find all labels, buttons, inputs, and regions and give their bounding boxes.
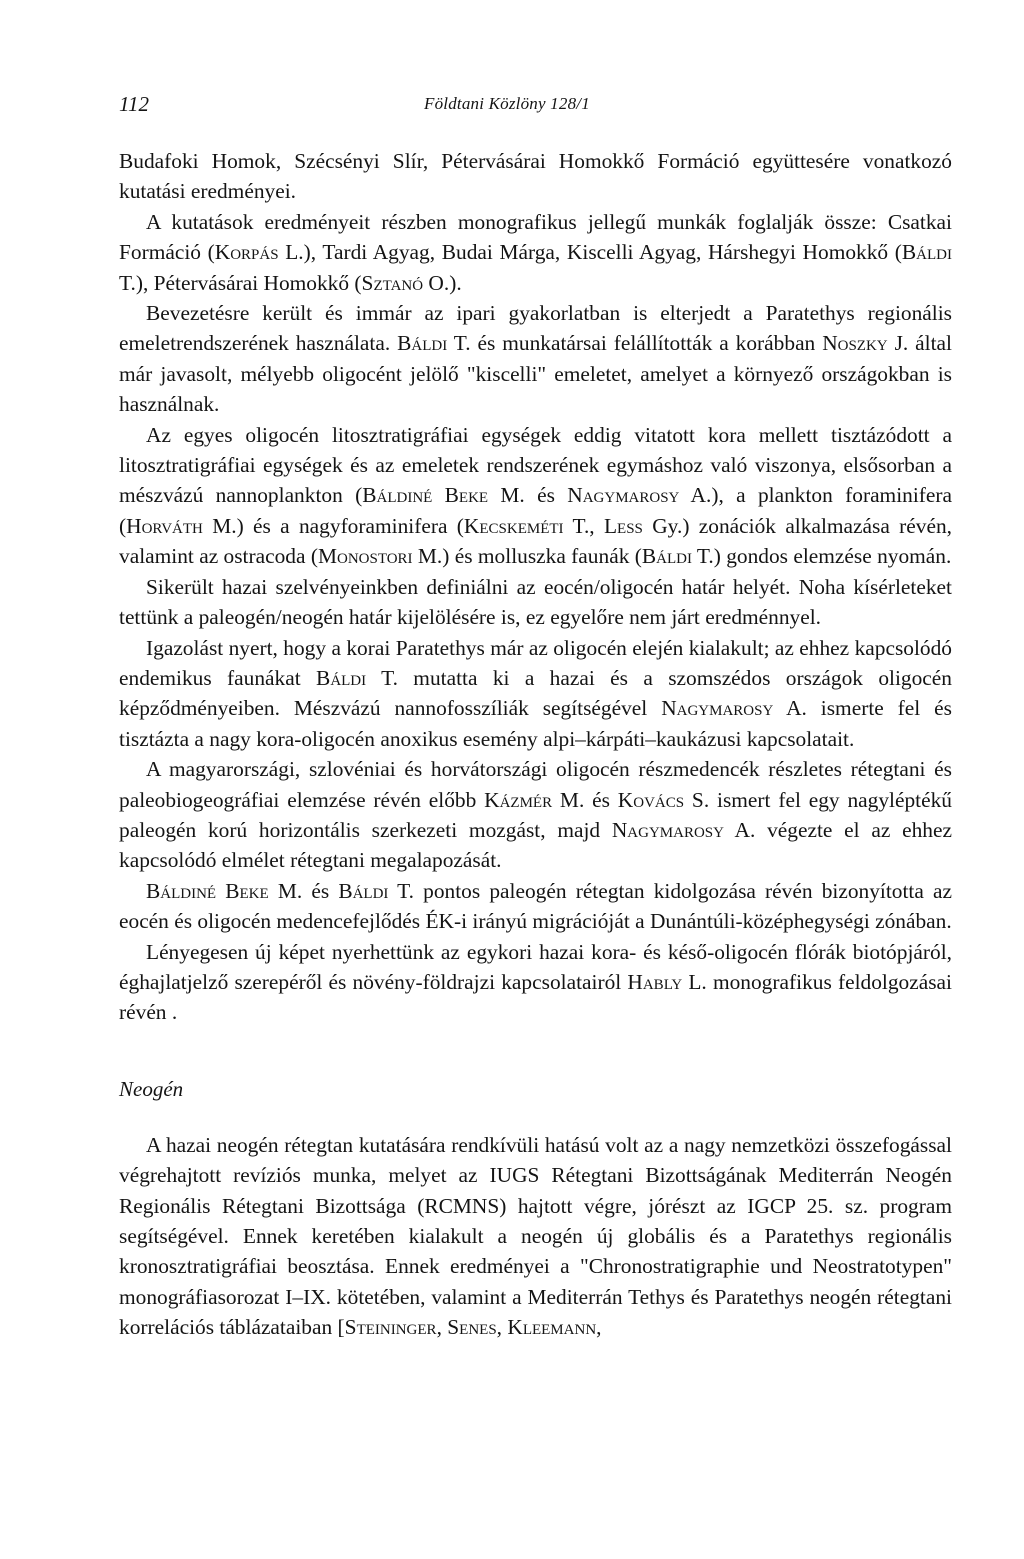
paragraph-4: Az egyes oligocén litosztratigráfiai egységek eddig vitatott kora mellett tisztázódott a litosztratigráfiai egységek és az emeletek rendszerének egymáshoz való viszonya, elsősorban a mészvázú nannoplankton (Báldiné Beke M. és Nagymarosy A.), a plankton foraminifera (Horváth M.) és a nagyforaminifera (Kecskeméti T., Less Gy.) zonációk alkalmazása révén, valamint az ostracoda (Monostori M.) és molluszka faunák (Báldi T.) gondos elemzése nyomán. bbox=[119, 422, 953, 569]
page-number: 112 bbox=[119, 92, 149, 116]
document-page bbox=[119, 92, 952, 1343]
author-name: Sztanó bbox=[361, 270, 424, 295]
author-name: Báldi bbox=[338, 878, 389, 903]
author-name: Báldi bbox=[397, 331, 448, 356]
author-name: Monostori bbox=[317, 544, 413, 569]
running-header bbox=[119, 92, 952, 122]
paragraph-6: Igazolást nyert, hogy a korai Paratethys már az oligocén elején kialakult; az ehhez kapcsolódó endemikus faunákat Báldi T. mutatta ki a hazai és a szomszédos országok oligocén képződményeiben. Mészvázú nannofosszíliák segítségével Nagymarosy A. ismerte fel és tisztázta a nagy kora-oligocén anoxikus esemény alpi–kárpáti–kaukázusi kapcsolatait. bbox=[119, 635, 952, 751]
paragraph-8: Báldiné Beke M. és Báldi T. pontos paleogén rétegtan kidolgozása révén bizonyította az eocén és oligocén medencefejlődés ÉK-i irányú migrációját a Dunántúli-középhegységi zónában. bbox=[119, 878, 953, 934]
author-name: Báldiné Beke bbox=[146, 878, 269, 903]
paragraph-7: A magyarországi, szlovéniai és horvátországi oligocén részmedencék részletes rétegtani és paleobiogeográfiai elemzése révén előbb Kázmér M. és Kovács S. ismert fel egy nagyléptékű paleogén korú horizontális szerkezeti mozgást, majd Nagymarosy A. végezte el az ehhez kapcsolódó elmélet rétegtani megalapozását. bbox=[119, 757, 952, 873]
author-name: Horváth bbox=[126, 513, 203, 538]
author-name: Báldiné Beke bbox=[362, 483, 489, 508]
paragraph-3: Bevezetésre került és immár az ipari gyakorlatban is elterjedt a Paratethys regionális emeletrendszerének használata. Báldi T. és munkatársai felállították a korábban Noszky J. által már javasolt, mélyebb oligocént jelölő "kiscelli" emeletet, amelyet a környező országokban is használnak. bbox=[119, 301, 952, 417]
section-heading: Neogén bbox=[119, 1076, 184, 1101]
author-name: Korpás bbox=[214, 240, 279, 265]
paragraph-5: Sikerült hazai szelvényeinkben definiálni az eocén/oligocén határ helyét. Noha kísérleteket tettünk a paleogén/neogén határ kijelölésére is, ez egyelőre nem járt eredménnyel. bbox=[119, 574, 952, 630]
author-name: Kovács bbox=[617, 787, 685, 812]
paragraph-9: Lényegesen új képet nyerhettünk az egykori hazai kora- és késő-oligocén flórák biotópjáról, éghajlatjelző szerepéről és növény-földrajzi kapcsolatairól Hably L. monografikus feldolgozásai révén . bbox=[119, 939, 952, 1025]
author-name: Kleemann bbox=[507, 1315, 597, 1340]
author-name: Steininger bbox=[344, 1315, 437, 1340]
author-name: Nagymarosy bbox=[611, 817, 724, 842]
author-name: Báldi bbox=[316, 665, 367, 690]
paragraph-1: Budafoki Homok, Szécsényi Slír, Pétervásárai Homokkő Formáció együttesére vonatkozó kutatási eredményei. bbox=[119, 149, 952, 204]
journal-title: Földtani Közlöny 128/1 bbox=[424, 94, 590, 113]
author-name: Noszky bbox=[822, 331, 888, 356]
author-name: Nagymarosy bbox=[567, 483, 680, 508]
author-name: Báldi bbox=[641, 544, 692, 569]
author-name: Hably bbox=[627, 969, 683, 994]
author-name: Senes bbox=[447, 1315, 497, 1340]
section-paragraph-1: A hazai neogén rétegtan kutatására rendkívüli hatású volt az a nagy nemzetközi összefogással végrehajtott revíziós munka, melyet az IUGS Rétegtani Bizottságának Mediterrán Neogén Regionális Rétegtani Bizottsága (RCMNS) hajtott végre, jórészt az IGCP 25. sz. program segítségével. Ennek keretében kialakult a neogén új globális és a Paratethys regionális kronosztratigráfiai beosztása. Ennek eredményei a "Chronostratigraphie und Neostratotypen" monográfiasorozat I–IX. kötetében, valamint a Mediterrán Tethys és Paratethys neogén rétegtani korrelációs táblázataiban [Steininger, Senes, Kleemann, bbox=[119, 1132, 952, 1340]
author-name: Kecskeméti bbox=[463, 513, 564, 538]
author-name: Less bbox=[603, 513, 643, 538]
author-name: Kázmér bbox=[484, 787, 553, 812]
author-name: Nagymarosy bbox=[661, 696, 774, 721]
paragraph-2: A kutatások eredményeit részben monografikus jellegű munkák foglalják össze: Csatkai Formáció (Korpás L.), Tardi Agyag, Budai Márga, Kiscelli Agyag, Hárshegyi Homokkő (Báldi T.), Pétervásárai Homokkő (Sztanó O.). bbox=[119, 209, 952, 295]
author-name: Báldi bbox=[901, 240, 952, 265]
body-text bbox=[119, 146, 952, 1343]
